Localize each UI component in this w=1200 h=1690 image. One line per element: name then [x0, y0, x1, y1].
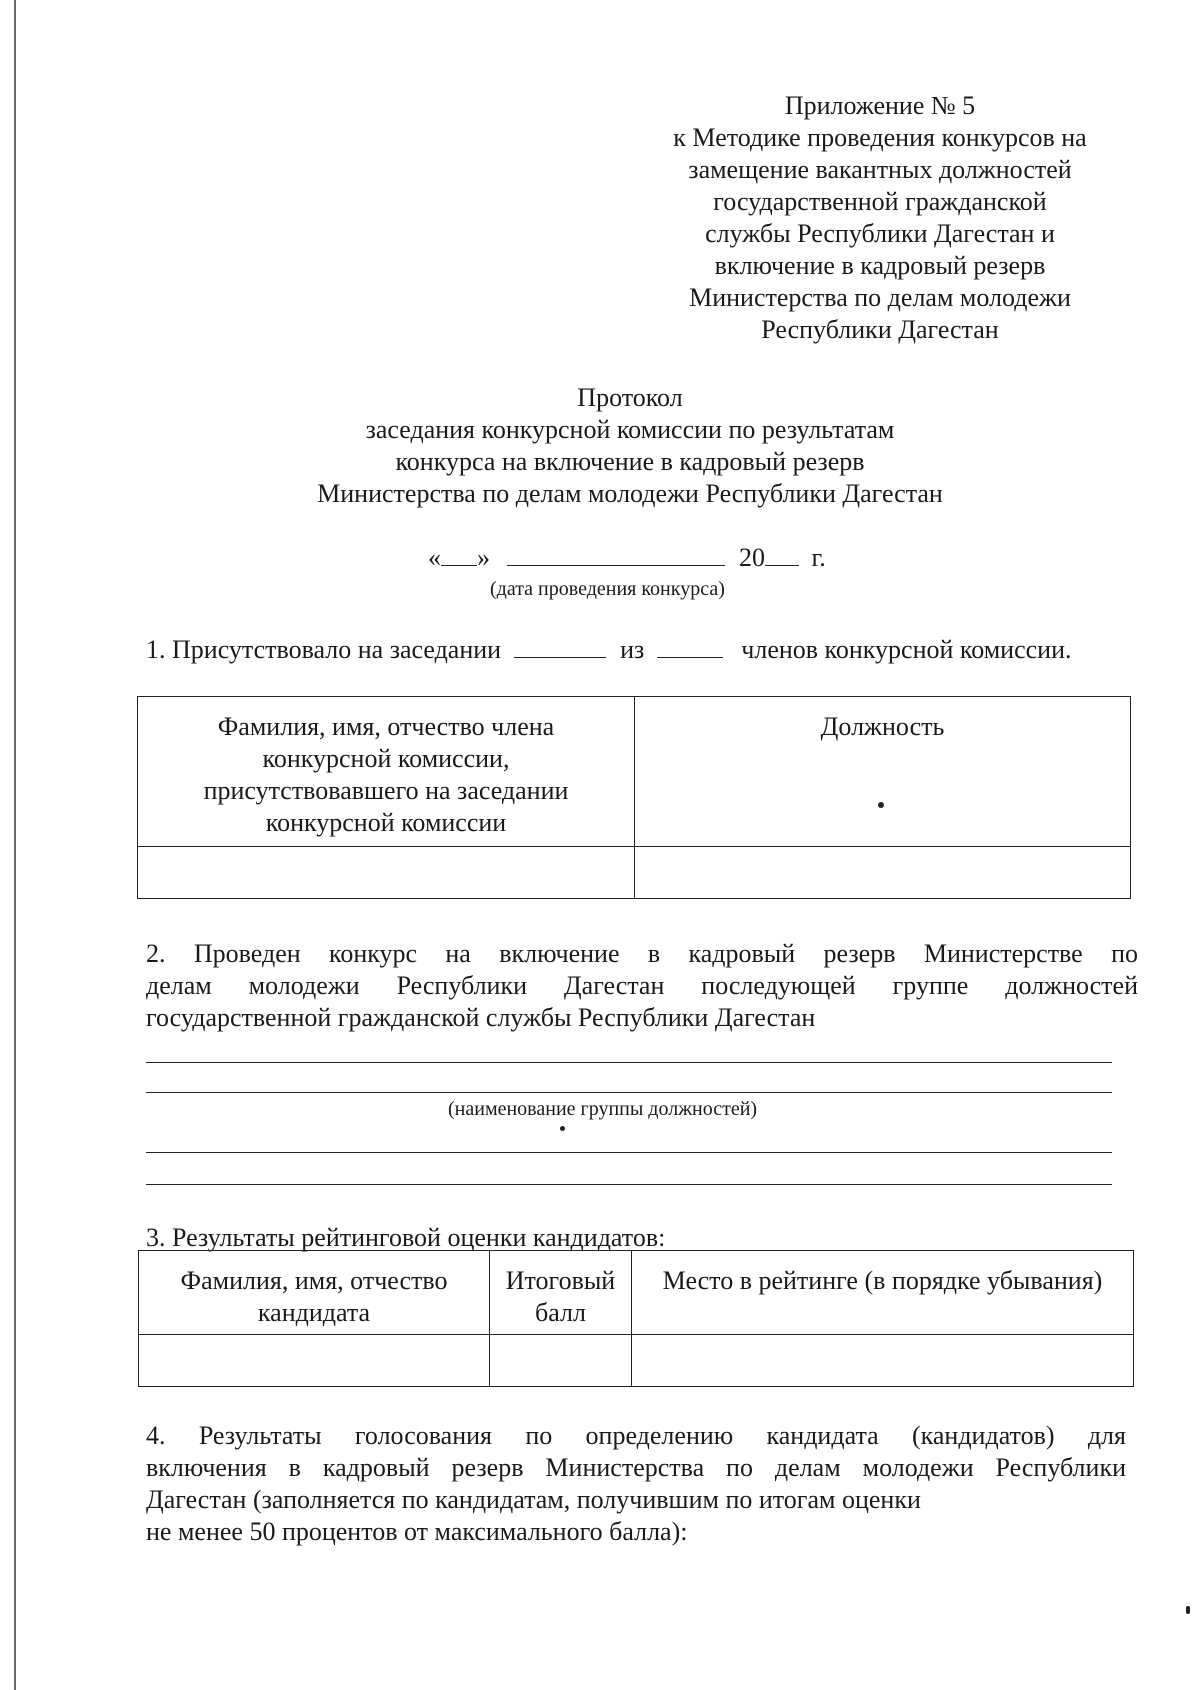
appendix-line: государственной гражданской — [713, 187, 1047, 216]
date-caption: (дата проведения конкурса) — [490, 578, 725, 600]
member-position-cell[interactable] — [635, 847, 1131, 899]
header-name-line: присутствовавшего на заседании — [203, 776, 569, 805]
year-suffix: г. — [811, 543, 826, 572]
appendix-header — [640, 90, 1120, 346]
title-line: Протокол — [577, 383, 683, 412]
commission-members-table — [137, 696, 1131, 899]
section2-line: делам молодежи Республики Дагестан последующей группе должностей — [146, 971, 1138, 1000]
appendix-line: замещение вакантных должностей — [688, 155, 1072, 184]
scan-speck — [878, 802, 884, 808]
header-total-score — [490, 1251, 632, 1335]
section1-text — [146, 634, 1072, 666]
date-line — [428, 542, 826, 574]
appendix-line: к Методике проведения конкурсов на — [673, 123, 1087, 152]
of-label: из — [620, 635, 645, 664]
rating-table — [138, 1250, 1134, 1387]
rating-place-cell[interactable] — [632, 1335, 1134, 1387]
section2-line: 2. Проведен конкурс на включение в кадровый резерв Министерстве по — [146, 939, 1138, 968]
section2-line: государственной гражданской службы Республики Дагестан — [146, 1003, 816, 1032]
table-header-row — [138, 697, 1131, 847]
section4-line: 4. Результаты голосования по определению кандидата (кандидатов) для — [146, 1421, 1126, 1450]
present-label: 1. Присутствовало на заседании — [146, 635, 502, 664]
header-line: кандидата — [257, 1298, 371, 1327]
day-blank[interactable] — [441, 543, 477, 566]
close-quote: » — [477, 543, 490, 572]
header-line: Фамилия, имя, отчество — [180, 1266, 448, 1295]
header-rating-place: Место в рейтинге (в порядке убывания) — [632, 1251, 1134, 1335]
table-row — [138, 847, 1131, 899]
year-prefix: 20 — [739, 543, 765, 572]
table-row — [139, 1335, 1134, 1387]
month-blank[interactable] — [507, 543, 725, 566]
candidate-name-cell[interactable] — [139, 1335, 490, 1387]
appendix-line: службы Республики Дагестан и — [705, 219, 1055, 248]
group-name-line[interactable] — [146, 1092, 1112, 1093]
protocol-title — [240, 382, 1020, 510]
section4-line: включения в кадровый резерв Министерства по делам молодежи Республики — [146, 1453, 1126, 1482]
header-line: Итоговый — [505, 1266, 616, 1295]
group-name-line[interactable] — [146, 1184, 1112, 1185]
year-blank[interactable] — [765, 543, 799, 566]
header-line: балл — [535, 1298, 586, 1327]
header-candidate-name — [139, 1251, 490, 1335]
appendix-line: включение в кадровый резерв — [714, 251, 1046, 280]
total-score-cell[interactable] — [490, 1335, 632, 1387]
title-line: заседания конкурсной комиссии по результатам — [365, 415, 895, 444]
title-line: Министерства по делам молодежи Республики Дагестан — [317, 479, 943, 508]
table-header-row — [139, 1251, 1134, 1335]
present-count-blank[interactable] — [514, 635, 606, 658]
appendix-line: Республики Дагестан — [761, 315, 999, 344]
section4-line: не менее 50 процентов от максимального балла): — [146, 1517, 688, 1546]
header-name-line: конкурсной комиссии — [265, 808, 507, 837]
section4-line: Дагестан (заполняется по кандидатам, получившим по итогам оценки — [146, 1485, 921, 1514]
total-count-blank[interactable] — [657, 635, 723, 658]
open-quote: « — [428, 543, 441, 572]
appendix-line: Приложение № 5 — [784, 91, 976, 120]
group-name-line[interactable] — [146, 1062, 1112, 1063]
group-name-line[interactable] — [146, 1152, 1112, 1153]
appendix-line: Министерства по делам молодежи — [689, 283, 1071, 312]
member-name-cell[interactable] — [138, 847, 635, 899]
header-name-line: Фамилия, имя, отчество члена — [217, 712, 555, 741]
header-position: Должность — [635, 697, 1131, 847]
header-name-line: конкурсной комиссии, — [262, 744, 510, 773]
header-member-name — [138, 697, 635, 847]
title-line: конкурса на включение в кадровый резерв — [395, 447, 865, 476]
group-caption: (наименование группы должностей) — [448, 1098, 758, 1120]
scan-speck — [560, 1126, 565, 1131]
members-label: членов конкурсной комиссии. — [741, 635, 1072, 664]
scan-edge-line — [14, 0, 16, 1690]
section3-heading: 3. Результаты рейтинговой оценки кандидатов: — [146, 1223, 666, 1252]
scan-speck — [1186, 1606, 1190, 1614]
